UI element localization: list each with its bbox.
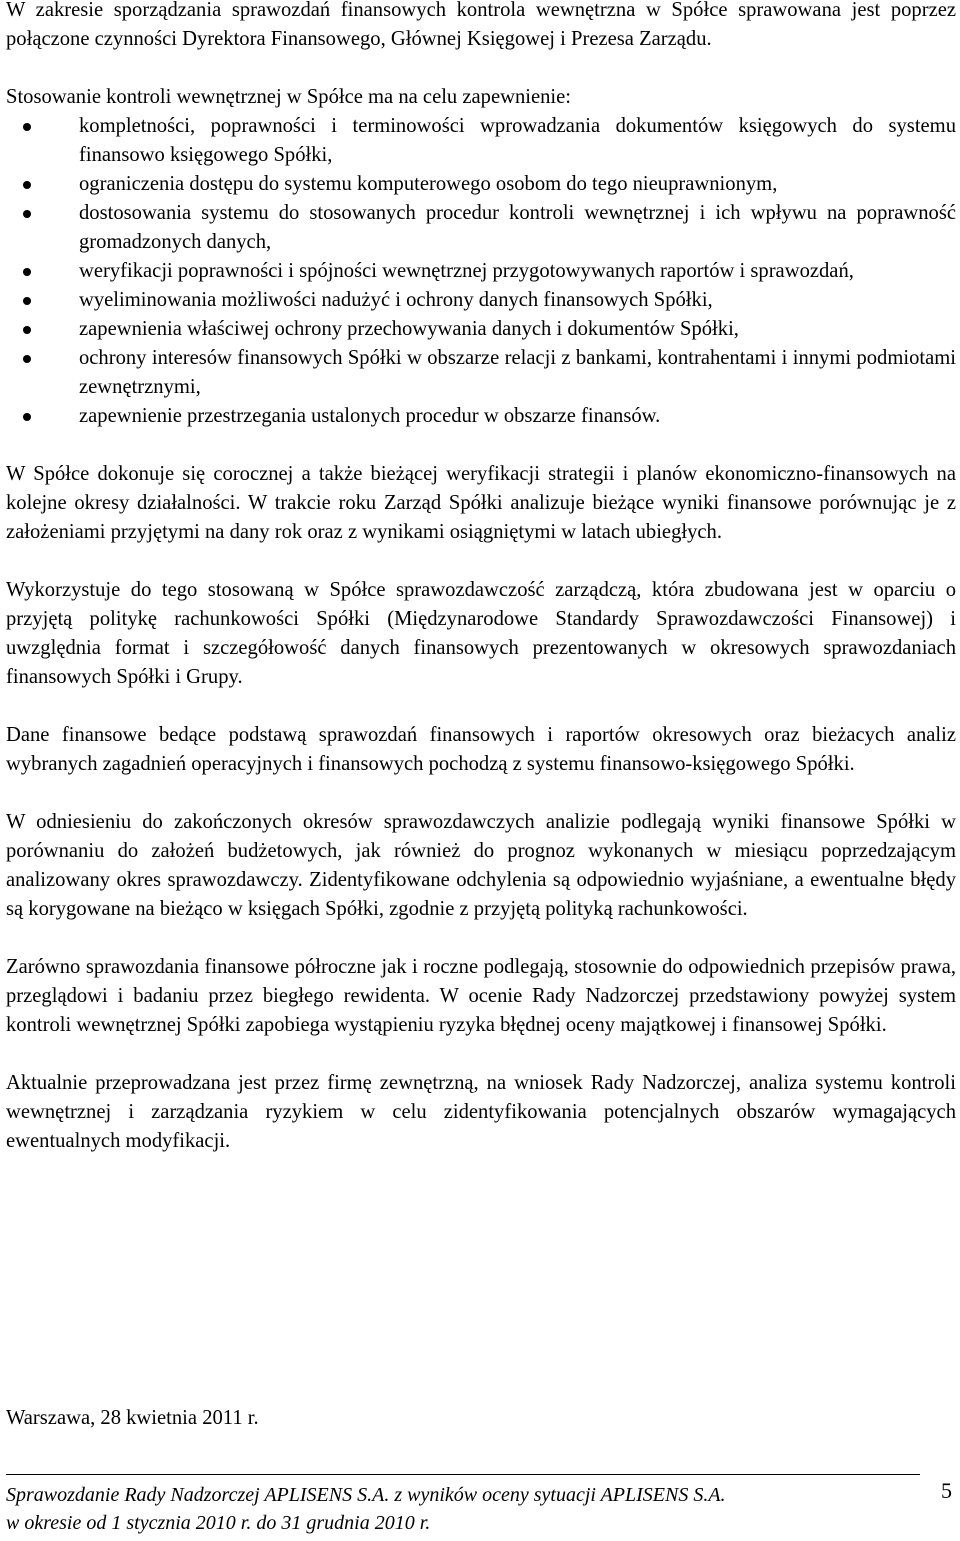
paragraph-audit-review: Zarówno sprawozdania finansowe półroczne jak i roczne podlegają, stosownie do odpowiednich przepisów prawa, przeglądowi i badaniu przez biegłego rewidenta. W ocenie Rady Nadzorczej przedstawiony powyżej system kontroli wewnętrznej Spółki zapobiega wystąpieniu ryzyka błędnej oceny majątkowej i finansowej Spółki. [6,956,956,1036]
list-item: wyeliminowania możliwości nadużyć i ochrony danych finansowych Spółki, [6,286,956,315]
list-item: dostosowania systemu do stosowanych procedur kontroli wewnętrznej i ich wpływu na poprawność gromadzonych danych, [6,199,956,257]
paragraph-strategy-verification: W Spółce dokonuje się corocznej a także bieżącej weryfikacji strategii i planów ekonomiczno-finansowych na kolejne okresy działalności. W trakcie roku Zarząd Spółki analizuje bieżące wyniki finansowe porównując je z założeniami przyjętymi na dany rok oraz z wynikami osiągniętymi w latach ubiegłych. [6,463,956,543]
paragraph-current-analysis: Aktualnie przeprowadzana jest przez firmę zewnętrzną, na wniosek Rady Nadzorczej, analiza systemu kontroli wewnętrznej i zarządzania ryzykiem w celu zidentyfikowania potencjalnych obszarów wymagających ewentualnych modyfikacji. [6,1072,956,1152]
bullet-icon [23,297,31,305]
control-goals-list [6,112,956,431]
page-number: 5 [941,1478,952,1503]
list-item: weryfikacji poprawności i spójności wewnętrznej przygotowywanych raportów i sprawozdań, [6,257,956,286]
bullet-icon [23,268,31,276]
paragraph-period-analysis: W odniesieniu do zakończonych okresów sprawozdawczych analizie podlegają wyniki finansowe Spółki w porównaniu do założeń budżetowych, jak również do prognoz wykonanych w miesiącu poprzedzającym analizowany okres sprawozdawczy. Zidentyfikowane odchylenia są odpowiednio wyjaśniane, a ewentualne błędy są korygowane na bieżąco w księgach Spółki, zgodnie z przyjętą polityką rachunkowości. [6,811,956,920]
bullet-icon [23,326,31,334]
footer-period-line: w okresie od 1 stycznia 2010 r. do 31 grudnia 2010 r. [6,1512,431,1534]
document-date: Warszawa, 28 kwietnia 2011 r. [6,1407,259,1429]
list-item: zapewnienie przestrzegania ustalonych procedur w obszarze finansów. [6,402,956,431]
list-item: ograniczenia dostępu do systemu komputerowego osobom do tego nieuprawnionym, [6,170,956,199]
bullet-icon [23,355,31,363]
list-item: kompletności, poprawności i terminowości wprowadzania dokumentów księgowych do systemu finansowo księgowego Spółki, [6,112,956,170]
bullet-icon [23,210,31,218]
bullet-icon [23,181,31,189]
paragraph-management-reporting: Wykorzystuje do tego stosowaną w Spółce sprawozdawczość zarządczą, która zbudowana jest w oparciu o przyjętą politykę rachunkowości Spółki (Międzynarodowe Standardy Sprawozdawczości Finansowej) i uwzględnia format i szczegółowość danych finansowych prezentowanych w okresowych sprawozdaniach finansowych Spółki i Grupy. [6,579,956,688]
bullet-icon [23,123,31,131]
footer-title-line: Sprawozdanie Rady Nadzorczej APLISENS S.A. z wyników oceny sytuacji APLISENS S.A. [6,1484,726,1506]
bullet-icon [23,413,31,421]
paragraph-financial-reporting-control: W zakresie sporządzania sprawozdań finansowych kontrola wewnętrzna w Spółce sprawowana jest poprzez połączone czynności Dyrektora Finansowego, Głównej Księgowej i Prezesa Zarządu. [6,0,956,50]
paragraph-financial-data-source: Dane finansowe bedące podstawą sprawozdań finansowych i raportów okresowych oraz bieżacych analiz wybranych zagadnień operacyjnych i finansowych pochodzą z systemu finansowo-księgowego Spółki. [6,724,956,775]
page-footer [6,1481,726,1537]
document-body [6,0,956,1156]
list-item: zapewnienia właściwej ochrony przechowywania danych i dokumentów Spółki, [6,315,956,344]
list-item: ochrony interesów finansowych Spółki w obszarze relacji z bankami, kontrahentami i innymi podmiotami zewnętrznymi, [6,344,956,402]
paragraph-control-purpose-intro: Stosowanie kontroli wewnętrznej w Spółce ma na celu zapewnienie: [6,86,572,108]
footer-divider [6,1474,920,1475]
